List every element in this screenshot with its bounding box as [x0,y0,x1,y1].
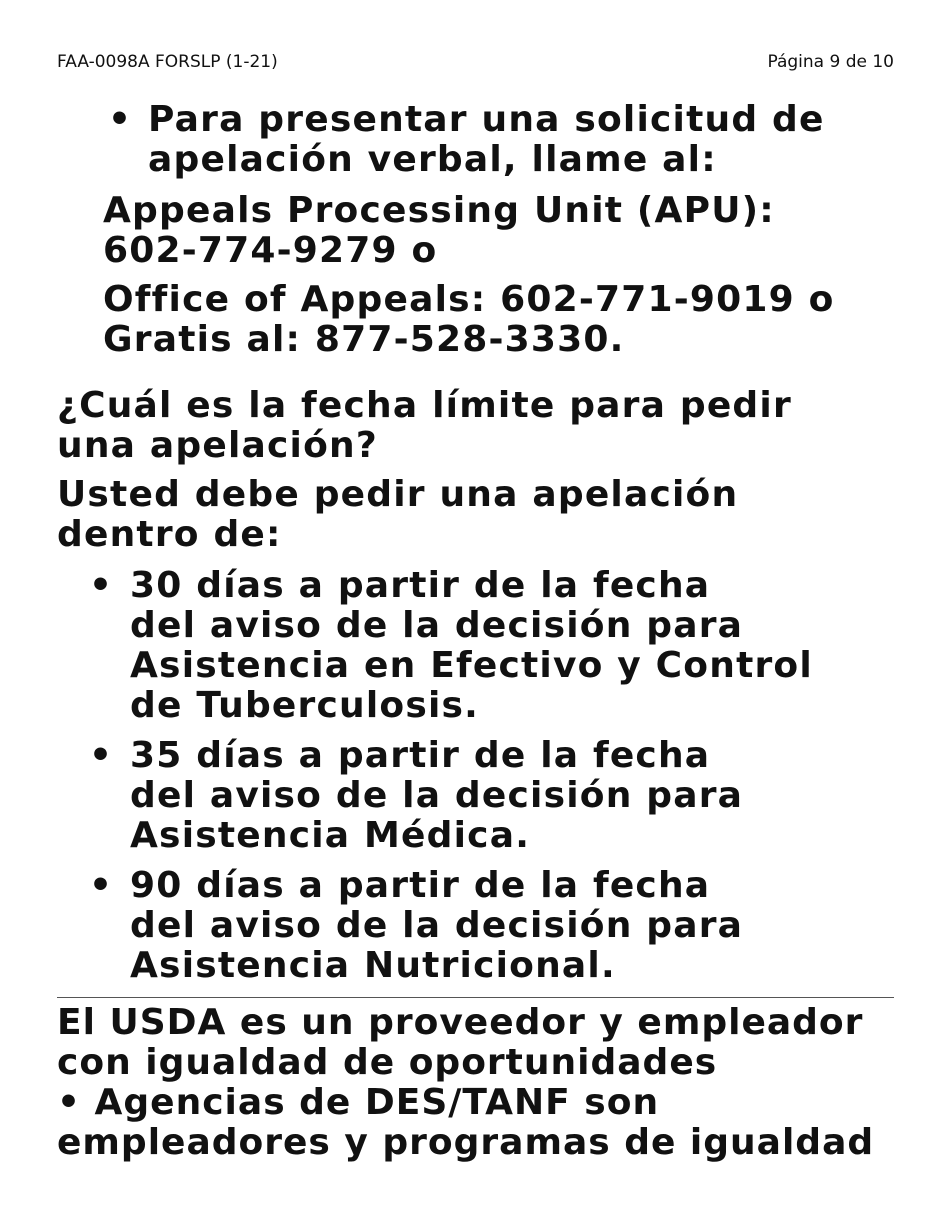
des-statement-line-1: • Agencias de DES/TANF son [57,1082,660,1123]
apu-phone: 602-774-9279 o [103,230,438,271]
deadline-intro-line-1: Usted debe pedir una apelación [57,474,739,515]
deadline-question-line-1: ¿Cuál es la fecha límite para pedir [57,385,792,426]
form-id: FAA-0098A FORSLP (1-21) [57,52,278,72]
deadline-90-line-1: 90 días a partir de la fecha [130,865,711,906]
deadline-question-line-2: una apelación? [57,425,378,466]
verbal-appeal-line-2: apelación verbal, llame al: [148,139,717,180]
apu-name: Appeals Processing Unit (APU): [103,190,775,231]
toll-free-phone: Gratis al: 877-528-3330. [103,319,625,360]
list-item [89,566,813,726]
deadline-30-line-3: Asistencia en Efectivo y Control [130,645,813,686]
office-contact [103,280,835,360]
page-number: Página 9 de 10 [767,52,894,72]
deadline-30-line-2: del aviso de la decisión para [130,605,744,646]
apu-contact [103,191,775,271]
footer-divider [57,997,894,998]
verbal-appeal-line-1: Para presentar una solicitud de [148,99,825,140]
deadline-intro-line-2: dentro de: [57,514,282,555]
usda-statement-line-1: El USDA es un proveedor y empleador [57,1002,864,1043]
office-phone: Office of Appeals: 602-771-9019 o [103,279,835,320]
deadline-30-line-1: 30 días a partir de la fecha [130,565,711,606]
bullet-icon: • [89,735,114,776]
bullet-icon: • [89,865,114,906]
list-item [89,866,743,986]
bullet-icon: • [89,565,114,606]
deadline-35-line-1: 35 días a partir de la fecha [130,735,711,776]
deadline-90-line-3: Asistencia Nutricional. [130,945,616,986]
list-item [89,736,743,856]
deadline-35-line-2: del aviso de la decisión para [130,775,744,816]
page-header [57,52,894,76]
equal-opportunity-statement [57,1003,874,1163]
des-statement-line-2: empleadores y programas de igualdad [57,1122,875,1163]
deadline-question [57,386,792,466]
verbal-appeal-bullet [108,100,825,180]
deadline-35-line-3: Asistencia Médica. [130,815,531,856]
deadline-30-line-4: de Tuberculosis. [130,685,480,726]
deadline-90-line-2: del aviso de la decisión para [130,905,744,946]
deadline-intro [57,475,738,555]
bullet-icon: • [108,99,133,140]
usda-statement-line-2: con igualdad de oportunidades [57,1042,718,1083]
